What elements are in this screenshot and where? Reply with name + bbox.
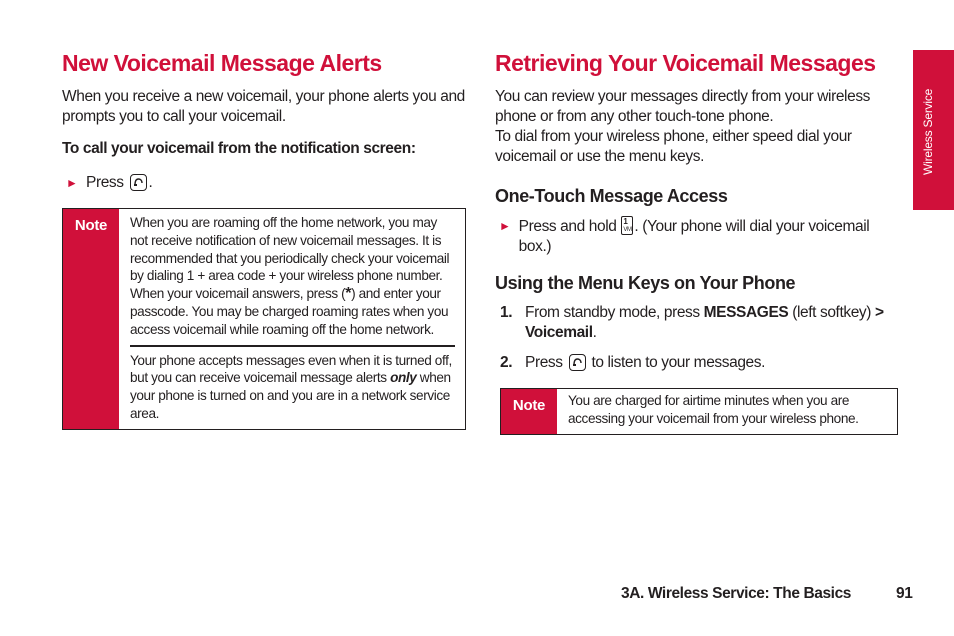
bullet-arrow-icon: ► <box>499 219 511 233</box>
note-paragraph-roaming: When you are roaming off the home network, you may not receive notification of new voicemail messages. It is recommended that you periodically check your voicemail by dialing 1 + area code + your wireless phone number. When your voicemail answers, press (*) and enter your passcode. You may be charged roaming rates when you access voicemail while roaming off the home network. <box>130 215 450 337</box>
retrieving-intro-2: To dial from your wireless phone, either speed dial your voicemail or use the menu keys. <box>495 128 852 165</box>
talk-key-icon <box>569 354 586 371</box>
note-divider <box>130 345 455 347</box>
one-touch-heading: One-Touch Message Access <box>495 186 728 206</box>
star-key: * <box>345 285 352 303</box>
menu-keys-heading: Using the Menu Keys on Your Phone <box>495 273 796 293</box>
note-label: Note <box>63 209 119 429</box>
alerts-bullet <box>62 173 466 193</box>
bullet-period: . <box>148 174 153 191</box>
alerts-heading: New Voicemail Message Alerts <box>62 50 382 76</box>
alerts-lead: To call your voicemail from the notification screen: <box>62 140 416 157</box>
footer-section-title: 3A. Wireless Service: The Basics <box>621 585 852 602</box>
step-2: 2. Press to listen to your messages. <box>500 354 766 371</box>
voicemail-1-key-icon: 1 VM <box>623 217 632 233</box>
airtime-note <box>500 388 898 435</box>
alerts-intro: When you receive a new voicemail, your phone alerts you and prompts you to call your voicemail. <box>62 88 465 125</box>
bullet-arrow-icon: ► <box>66 176 78 190</box>
side-tab-label: Wireless Service <box>921 88 935 175</box>
section-side-tab <box>913 50 954 210</box>
left-column <box>62 46 466 430</box>
page-number: 91 <box>896 585 913 602</box>
note-emphasis-only: only <box>390 370 417 386</box>
step-1: 1. From standby mode, press MESSAGES (left softkey) > Voicemail. <box>500 304 884 341</box>
note-text: You are charged for airtime minutes when you are accessing your voicemail from your wireless phone. <box>568 393 859 426</box>
one-touch-bullet: ► Press and hold 1 VM . (Your phone will dial your voicemail box.) <box>495 216 899 257</box>
retrieving-heading: Retrieving Your Voicemail Messages <box>495 50 876 76</box>
bullet-press-text: Press <box>86 174 124 191</box>
right-column <box>495 46 899 435</box>
note-paragraph-alerts: Your phone accepts messages even when it is turned off, but you can receive voicemail message alerts only when your phone is turned on and you are in a network service area. <box>130 352 452 421</box>
roaming-note <box>62 208 466 430</box>
retrieving-intro-1: You can review your messages directly from your wireless phone or from any other touch-tone phone. <box>495 88 871 125</box>
talk-key-icon <box>130 174 147 191</box>
note-label: Note <box>501 389 557 434</box>
